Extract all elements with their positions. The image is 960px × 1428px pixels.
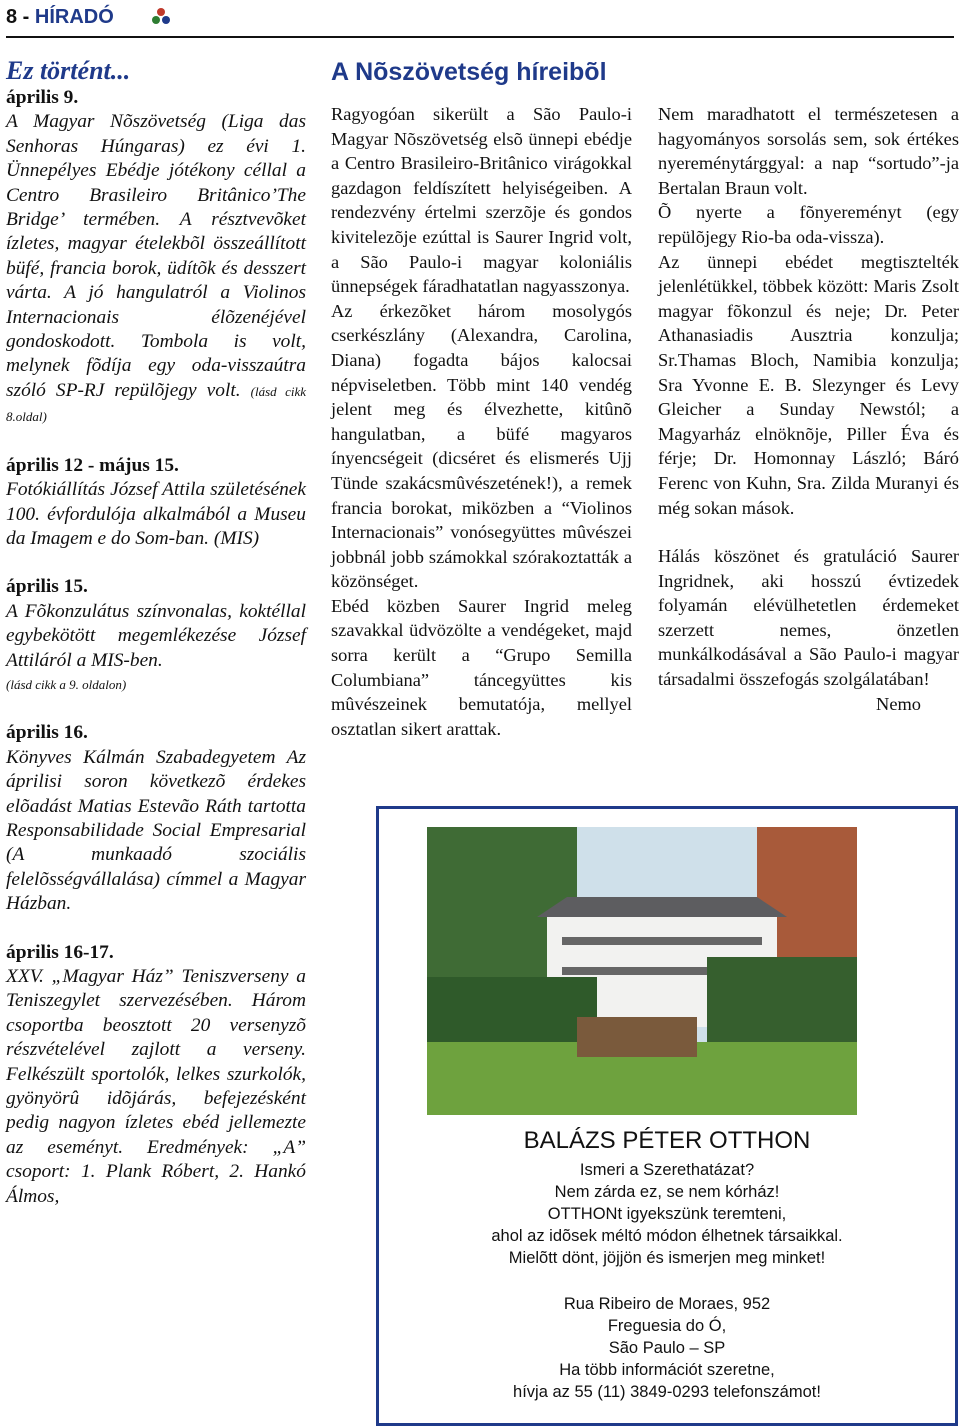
building-photo [427, 827, 857, 1115]
ad-line: Ismeri a Szerethatázat? [579, 1161, 755, 1179]
article-paragraph: Az érkezõket három mosolygós cserkészlány (Alexandra, Carolina, Diana) fogadta bájos kalocsai népviseletben. Több mint 140 vendég jelent meg és élvezhette, kitûnõ hangulatban, a büfé magyaros ínyencségeit (dicséret és elismerés Ujj Tünde szakácsmûvészetének!), a remek francia borokat, miközben a “Violinos Internacionais” vonósegyüttes mûvészei jobbnál jobb számokkal szórakoztatták a közönséget. [331, 300, 632, 592]
ad-line: ahol az idõsek méltó módon élhetnek társaikkal. [491, 1227, 843, 1245]
event-text: Fotókiállítás József Attila születésének 100. évfordulója alkalmából a Museu da Imagem e do Som-ban. (MIS) [6, 479, 306, 549]
event-item [6, 86, 306, 430]
section-name: HÍRADÓ [34, 6, 114, 28]
ad-line: hívja az 55 (11) 3849-0293 telefonszámot! [513, 1383, 821, 1401]
ad-line: Rua Ribeiro de Moraes, 952 [563, 1295, 771, 1313]
article-column-2 [658, 102, 959, 716]
advertisement-text [379, 1159, 955, 1269]
article-paragraph: Nem maradhatott el természetesen a hagyományos sorsolás sem, sok értékes nyereménytárggyal: a nap “sortudo”-ja Bertalan Braun volt. [658, 104, 959, 198]
header-rule [6, 36, 954, 38]
article-paragraph: Ragyogóan sikerült a São Paulo-i Magyar Nõszövetség elsõ ünnepi ebédje a Centro Brasileiro-Britânico virágokkal gazdagon feldíszített helyiségeiben. A rendezvény értelmi szerzõje és gondos kivitelezõje ezúttal is Saurer Ingrid volt, a São Paulo-i magyar koloniális ünnepségek fáradhatatlan nagyasszonya. [331, 104, 632, 297]
advertisement-address [379, 1293, 955, 1403]
article-spacer [658, 520, 959, 544]
event-date: április 9. [6, 87, 79, 108]
event-item [6, 575, 306, 697]
events-title: Ez történt... [6, 56, 131, 85]
event-item [6, 721, 306, 916]
ad-line: OTTHONt igyekszünk teremteni, [547, 1205, 787, 1223]
page-number: 8 - [6, 6, 35, 28]
event-text: A Magyar Nõszövetség (Liga das Senhoras Húngaras) ez évi 1. Ünnepélyes Ebédje jótékony céllal a Centro Brasileiro Britânico’The Bridge’ termében. A résztvevõket ízletes, magyar ételekbõl összeállított büfé, francia borok, üdítõk és desszert várta. A jó hangulatról a Violinos Internacionais élõzenéjével gondoskodott. Tombola is volt, melynek fõdíja egy oda-visszaútra szóló SP-RJ repülõjegy volt. [6, 111, 306, 401]
event-date: április 15. [6, 576, 88, 598]
article-title: A Nõszövetség híreibõl [331, 58, 607, 86]
events-column [6, 56, 306, 1209]
advertisement-name: BALÁZS PÉTER OTTHON [523, 1127, 811, 1154]
article-paragraph: Az ünnepi ebédet megtisztelték jelenlétükkel, többek között: Maris Zsolt magyar fõkonzul és neje; Dr. Peter Athanasiadis Ausztria konzulja; Sr.Thamas Bloch, Namibia konzulja; Sra Yvonne E. B. Slezynger és Levy Gleicher a Sunday Newstól; a Magyarház elnöknõje, Piller Éva és férje; Dr. Homonnay László; Báró Ferenc von Kuhn, Sra. Zilda Muranyi és még sokan mások. [658, 251, 959, 518]
ad-line: Ha több információt szeretne, [559, 1361, 775, 1379]
advertisement-box [376, 806, 958, 1426]
event-date: április 16-17. [6, 941, 114, 963]
article-paragraph: Hálás köszönet és gratuláció Saurer Ingridnek, aki hosszú évtizedek folyamán elévülhetetlen érdemeket szerzett nemes, önzetlen munkálkodásával a São Paulo-i magyar társadalmi összefogás szolgálatában! [658, 546, 959, 690]
article-paragraph: Õ nyerte a fõnyereményt (egy repülõjegy Rio-ba oda-vissza). [658, 202, 959, 247]
event-date: április 16. [6, 722, 88, 744]
article-column-1 [331, 102, 632, 741]
article-signature: Nemo [876, 693, 921, 714]
event-text: A Fõkonzulátus színvonalas, koktéllal egybekötött megemlékezése József Attiláról a MIS-ben. [6, 600, 306, 671]
ad-line: Mielõtt dönt, jöjjön és ismerjen meg minket! [508, 1249, 826, 1267]
ad-line: Nem zárda ez, se nem kórház! [554, 1183, 780, 1201]
event-date: április 12 - május 15. [6, 454, 179, 476]
event-item [6, 941, 306, 1209]
ad-line: São Paulo – SP [608, 1339, 726, 1357]
event-ref: (lásd cikk a 9. oldalon) [6, 676, 127, 692]
event-ref: (lásd cikk 8.oldal) [6, 383, 306, 425]
article-paragraph: Ebéd közben Saurer Ingrid meleg szavakkal üdvözölte a vendégeket, majd sorra került a “Grupo Semilla Columbiana” táncegyüttes kis mûvészeinek bemutatója, mellyel osztatlan sikert arattak. [331, 595, 632, 739]
event-text: Könyves Kálmán Szabadegyetem Az áprilisi soron következõ érdekes elõadást Matias Estevão Ráth tartotta Responsabilidade Social Empresarial (A munkaadó szociális felelõsségvállalása) címmel a Magyar Házban. [6, 746, 306, 915]
newspaper-logo-icon [150, 6, 172, 28]
ad-line: Freguesia do Ó, [607, 1317, 727, 1335]
event-item [6, 454, 306, 552]
event-text: XXV. „Magyar Ház” Teniszverseny a Teniszegylet szervezésében. Három csoportba beosztott 20 versenyzõ részvételével zajlott a verseny. Felkészült sportolók, lelkes szurkolók, gyönyörû idõjárás, befejezésként pedig nagyon ízletes ebéd jellemezte az eseményt. Eredmények: „A” csoport: 1. Plank Róbert, 2. Hankó Álmos, [6, 966, 306, 1207]
page-header [6, 6, 114, 29]
